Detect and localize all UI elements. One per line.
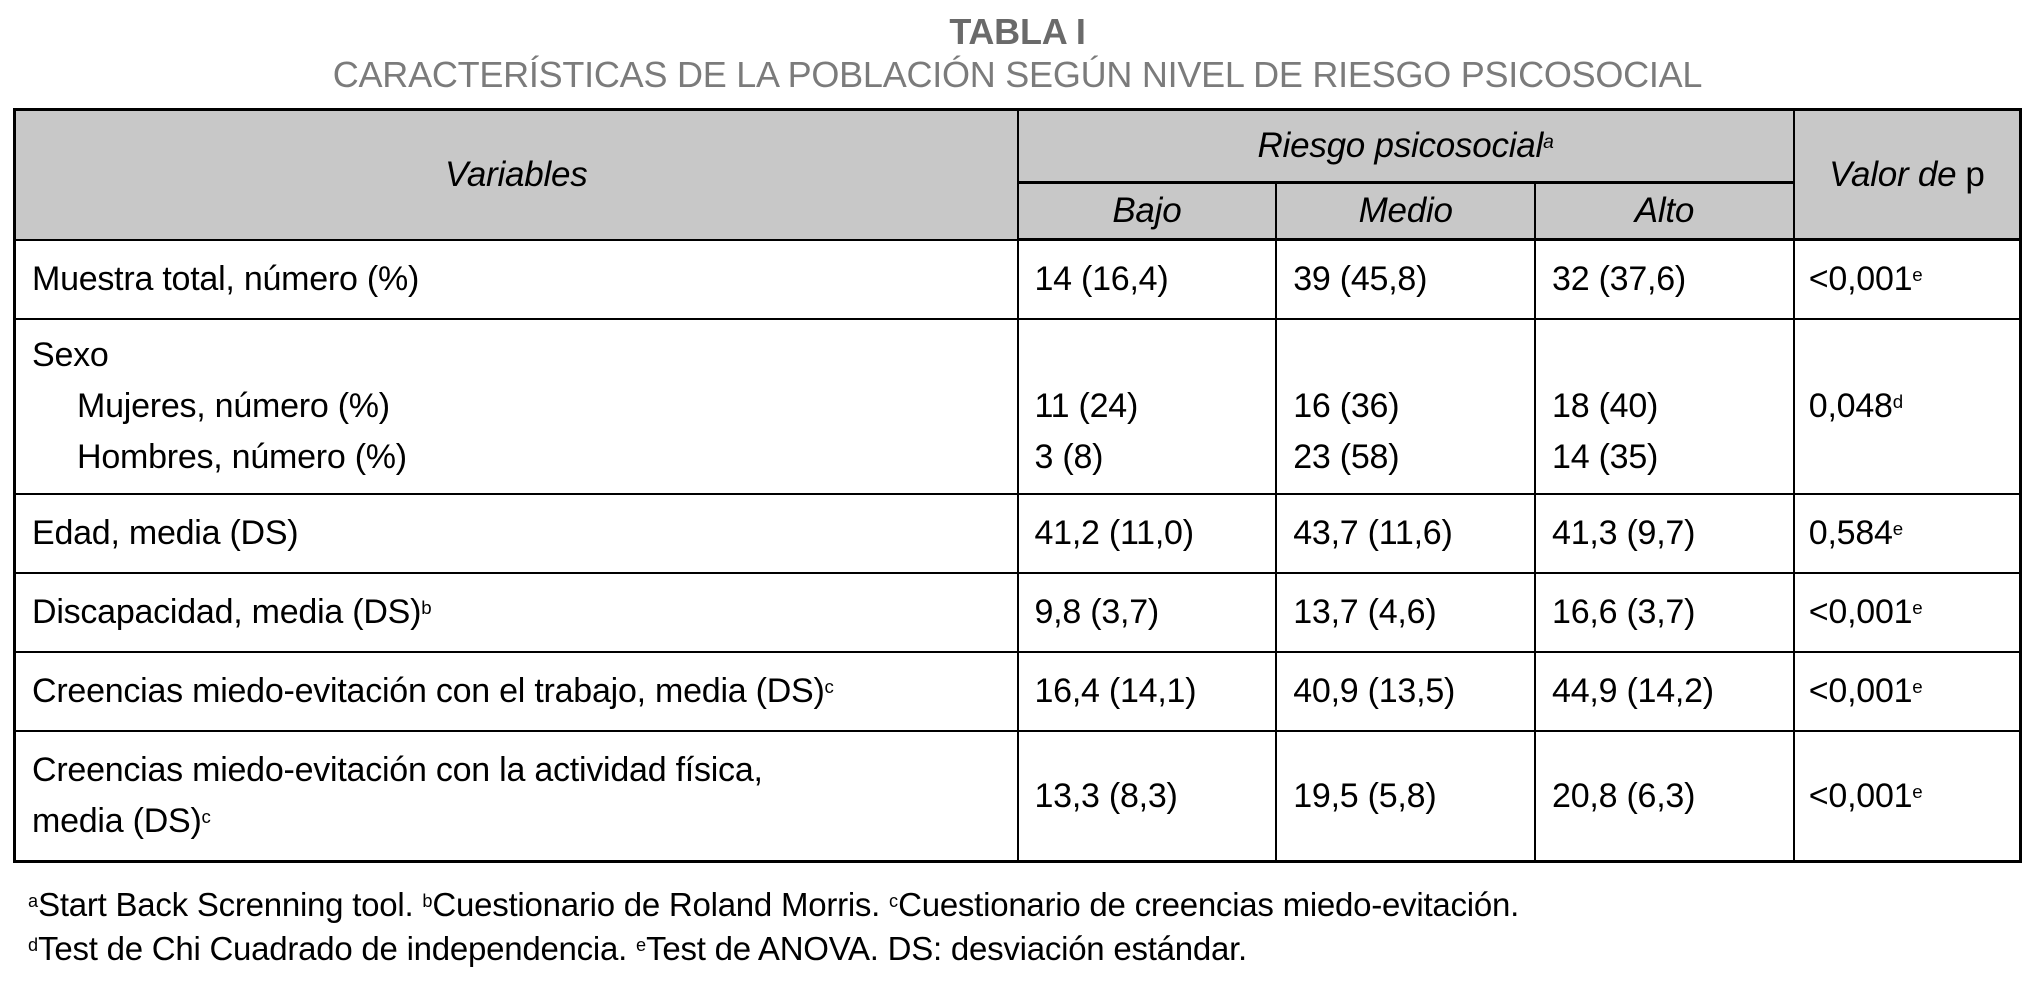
table-title: TABLA I	[949, 11, 1086, 52]
value-cell-medio	[1276, 494, 1535, 573]
value-cell-medio	[1276, 240, 1535, 320]
value-line: 40,9 (13,5)	[1293, 672, 1456, 711]
value-cell-alto	[1535, 240, 1794, 320]
row-label-line: Hombres, número (%)	[77, 438, 407, 477]
p-value-cell: 0,584e	[1794, 494, 2021, 573]
value-cell-bajo	[1018, 573, 1277, 652]
superscript-marker: e	[636, 935, 647, 956]
row-label-line: Discapacidad, media (DS)$^b$	[32, 593, 432, 632]
superscript-marker: e	[1912, 597, 1923, 619]
table-row	[15, 731, 2021, 862]
value-line: 13,7 (4,6)	[1293, 593, 1437, 632]
value-line: 43,7 (11,6)	[1293, 514, 1453, 553]
value-line: 3 (8)	[1034, 438, 1104, 477]
value-cell-medio	[1276, 573, 1535, 652]
row-label-line: Creencias miedo-evitación con el trabajo, media (DS)$^c$	[32, 672, 834, 711]
footnote-line: $^d$Test de Chi Cuadrado de independencia. $^e$Test de ANOVA. DS: desviación estándar.	[28, 930, 1247, 968]
superscript-marker: b	[421, 597, 432, 619]
value-line: 20,8 (6,3)	[1552, 776, 1696, 815]
value-cell-alto	[1535, 652, 1794, 731]
row-label	[15, 240, 1018, 320]
subheader-medio: Medio	[1276, 183, 1535, 240]
value-cell-medio	[1276, 319, 1535, 494]
value-cell-alto	[1535, 319, 1794, 494]
p-value-cell: 0,048$^d$	[1794, 319, 2021, 494]
value-line: 32 (37,6)	[1552, 260, 1686, 299]
pvalue-header-p: p	[1965, 154, 1985, 194]
value-cell-medio	[1276, 652, 1535, 731]
value-cell-bajo	[1018, 240, 1277, 320]
p-value-cell: <0,001$^e$	[1794, 573, 2021, 652]
superscript-marker: a	[28, 891, 39, 912]
p-value-cell: <0,001$^e$	[1794, 731, 2021, 862]
row-label-line: Edad, media (DS)	[32, 514, 299, 553]
superscript-marker: d	[1892, 391, 1904, 413]
row-label-line: media (DS)$^c$	[32, 802, 211, 841]
row-label	[15, 319, 1018, 494]
value-line: 11 (24)	[1034, 387, 1139, 426]
superscript-marker: e	[1912, 676, 1923, 698]
superscript-marker: e	[1892, 518, 1904, 540]
value-cell-alto	[1535, 573, 1794, 652]
value-cell-bajo	[1018, 652, 1277, 731]
table-row	[15, 494, 2021, 573]
value-line: 39 (45,8)	[1293, 260, 1428, 299]
value-cell-bajo	[1018, 494, 1277, 573]
superscript-marker: c	[889, 891, 899, 912]
row-label	[15, 573, 1018, 652]
value-cell-medio	[1276, 731, 1535, 862]
row-label	[15, 494, 1018, 573]
table-row	[15, 573, 2021, 652]
row-label-line: Creencias miedo-evitación con la actividad física,	[32, 751, 763, 790]
p-value-cell: <0,001$^e$	[1794, 240, 2021, 320]
subheader-bajo: Bajo	[1018, 183, 1277, 240]
header-row-1	[15, 110, 2021, 183]
footnote-line: $^a$Start Back Screnning tool. $^b$Cuestionario de Roland Morris. $^c$Cuestionario de creencias miedo-evitación.	[28, 886, 1520, 924]
value-line: 14 (16,4)	[1034, 260, 1169, 299]
row-label-line: Mujeres, número (%)	[77, 387, 390, 426]
value-line: 9,8 (3,7)	[1034, 593, 1159, 632]
value-line: 16,6 (3,7)	[1552, 593, 1696, 632]
value-line: 41,3 (9,7)	[1552, 514, 1696, 553]
risk-group-sup: a	[1543, 131, 1554, 153]
pvalue-header-italic: Valor de	[1829, 154, 1957, 194]
value-line: 14 (35)	[1552, 438, 1659, 477]
value-line: 18 (40)	[1552, 387, 1659, 426]
value-line: 13,3 (8,3)	[1034, 776, 1178, 815]
superscript-marker: b	[422, 891, 433, 912]
superscript-marker: c	[824, 676, 834, 698]
value-line: 19,5 (5,8)	[1293, 776, 1437, 815]
pvalue-header	[1794, 110, 2021, 240]
row-label-line: Sexo	[32, 336, 109, 375]
superscript-marker: d	[28, 935, 39, 956]
variables-header	[15, 110, 1018, 240]
value-cell-bajo	[1018, 319, 1277, 494]
footnotes	[28, 883, 2022, 971]
table-row	[15, 319, 2021, 494]
value-cell-alto	[1535, 494, 1794, 573]
value-line: 23 (58)	[1293, 438, 1400, 477]
p-value-cell: <0,001$^e$	[1794, 652, 2021, 731]
variables-header-label: Variables	[445, 155, 588, 195]
value-line: 16 (36)	[1293, 387, 1400, 426]
row-label-line: Muestra total, número (%)	[32, 260, 420, 299]
subheader-alto: Alto	[1535, 183, 1794, 240]
value-line: 44,9 (14,2)	[1552, 672, 1714, 711]
table-subtitle: CARACTERÍSTICAS DE LA POBLACIÓN SEGÚN NIVEL DE RIESGO PSICOSOCIAL	[332, 54, 1703, 96]
value-cell-bajo	[1018, 731, 1277, 862]
row-label	[15, 652, 1018, 731]
table-row	[15, 240, 2021, 320]
superscript-marker: e	[1912, 264, 1923, 286]
value-line: 16,4 (14,1)	[1034, 672, 1197, 711]
superscript-marker: c	[201, 806, 211, 828]
table-row	[15, 652, 2021, 731]
value-line: 41,2 (11,0)	[1034, 514, 1194, 553]
data-table	[13, 108, 2022, 863]
superscript-marker: e	[1912, 780, 1923, 802]
table-body	[15, 240, 2021, 862]
row-label	[15, 731, 1018, 862]
risk-group-label: Riesgo psicosocial	[1257, 126, 1544, 166]
value-cell-alto	[1535, 731, 1794, 862]
table-header	[15, 110, 2021, 240]
risk-group-header	[1018, 110, 1794, 183]
